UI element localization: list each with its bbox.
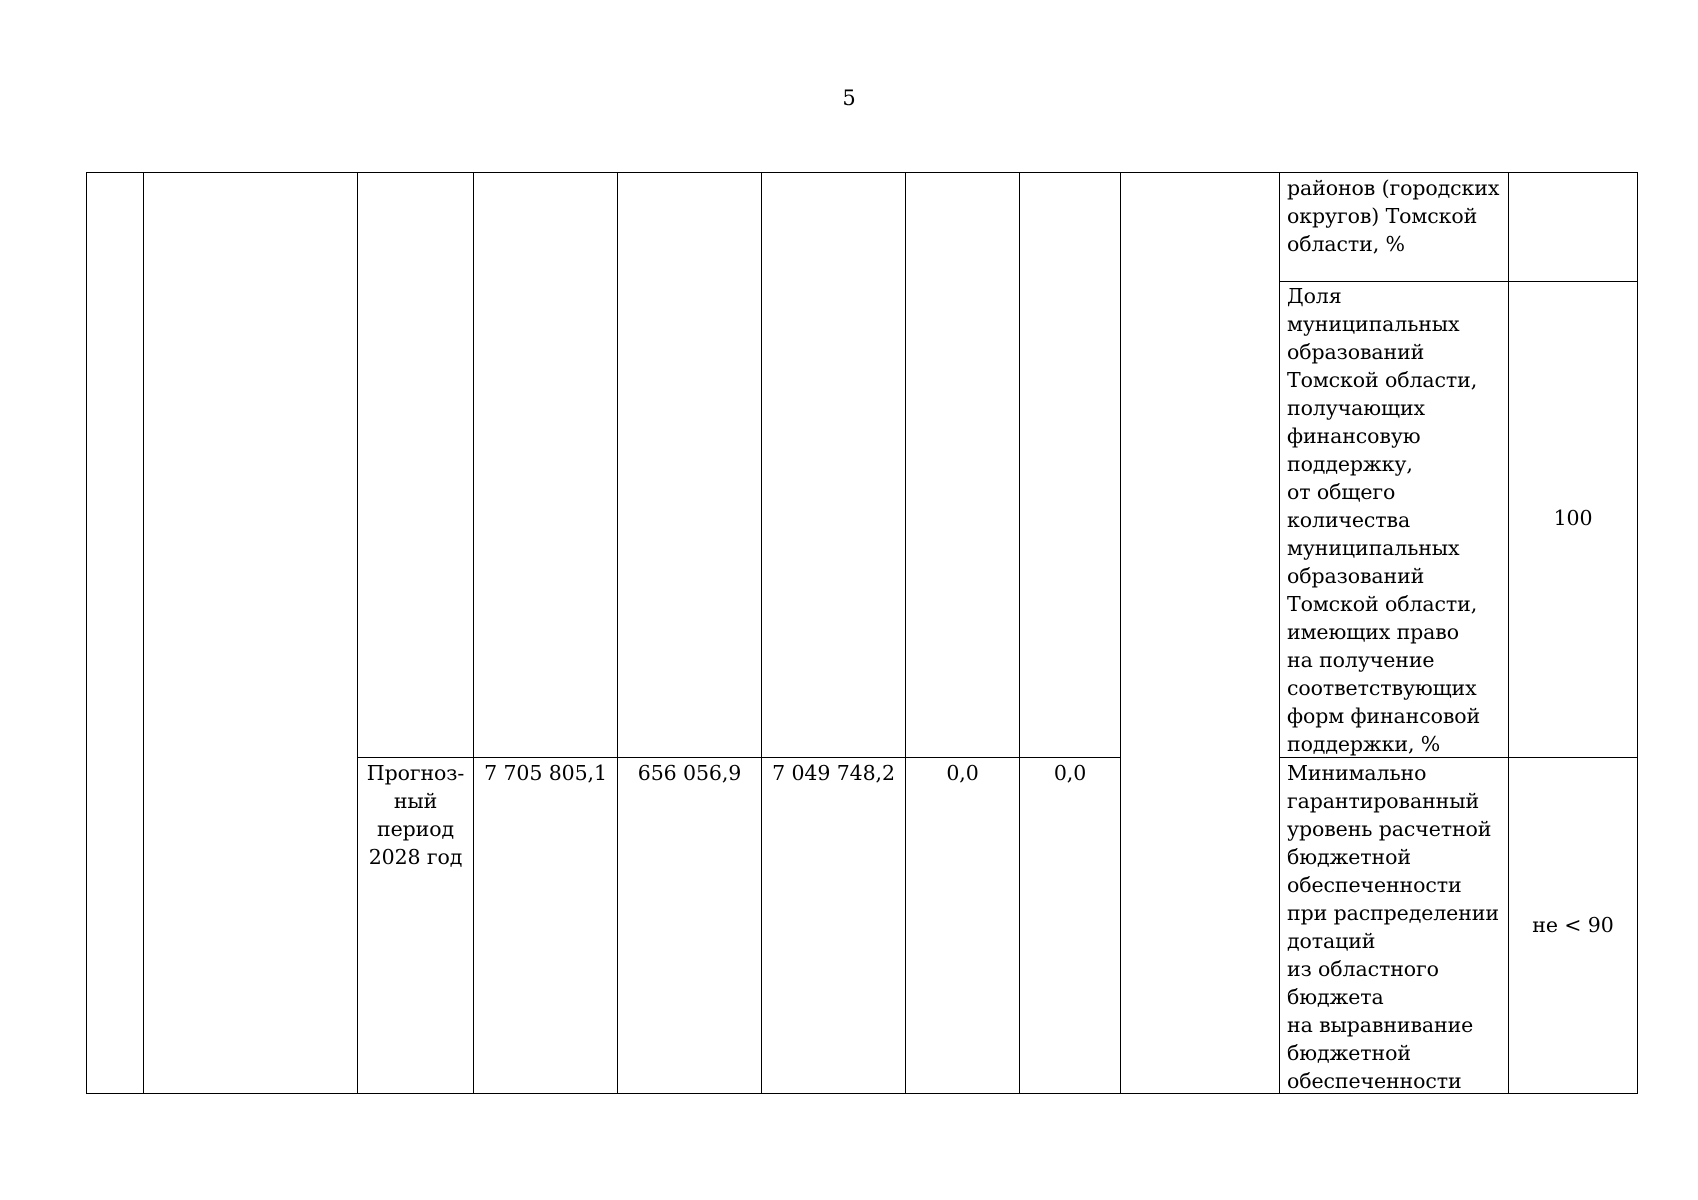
indicator-line: обеспеченности — [1287, 873, 1462, 897]
period-line: 2028 год — [368, 845, 463, 869]
indicator-line: поддержку, — [1287, 452, 1413, 476]
column-border — [617, 172, 618, 1094]
indicator-line: дотаций — [1287, 929, 1376, 953]
indicator-line: при распределении — [1287, 901, 1499, 925]
column-border — [473, 172, 474, 1094]
indicator-line: финансовую — [1287, 424, 1421, 448]
indicator-line: обеспеченности — [1287, 1069, 1462, 1093]
period-line: ный — [393, 789, 438, 813]
column-border — [86, 172, 87, 1094]
indicator-line: области, % — [1287, 232, 1405, 256]
indicator-line: бюджета — [1287, 985, 1384, 1009]
indicator-line: муниципальных — [1287, 536, 1460, 560]
row-divider — [357, 757, 1120, 758]
page-number: 5 — [842, 86, 856, 110]
indicator-line: от общего — [1287, 480, 1396, 504]
table-border-top — [86, 172, 1638, 173]
total-amount-2028: 7 705 805,1 — [484, 761, 607, 785]
indicator-line: получающих — [1287, 396, 1425, 420]
indicator-line: имеющих право — [1287, 620, 1459, 644]
indicator-line: количества — [1287, 508, 1411, 532]
indicator-line: Доля — [1287, 284, 1342, 308]
local-amount-2028: 0,0 — [946, 761, 979, 785]
period-line: Прогноз- — [366, 761, 465, 785]
column-border — [761, 172, 762, 1094]
table-border-right — [1637, 172, 1638, 1094]
column-border — [357, 172, 358, 1094]
indicator-line: форм финансовой — [1287, 704, 1481, 728]
indicator-value-share: 100 — [1553, 506, 1593, 530]
column-border — [1279, 172, 1280, 1094]
indicator-cell-share — [1287, 282, 1505, 758]
indicator-line: образований — [1287, 340, 1425, 364]
period-line: период — [377, 817, 454, 841]
regional-amount-2028: 7 049 748,2 — [772, 761, 895, 785]
indicator-line: Томской области, — [1287, 592, 1478, 616]
indicator-line: бюджетной — [1287, 845, 1411, 869]
indicator-line: Минимально — [1287, 761, 1427, 785]
indicator-line: бюджетной — [1287, 1041, 1411, 1065]
column-border — [1120, 172, 1121, 1094]
indicator-cell-continued — [1287, 174, 1505, 258]
indicator-line: из областного — [1287, 957, 1439, 981]
indicator-line: уровень расчетной — [1287, 817, 1492, 841]
column-border — [143, 172, 144, 1094]
indicator-line: муниципальных — [1287, 312, 1460, 336]
column-border — [1019, 172, 1020, 1094]
federal-amount-2028: 656 056,9 — [637, 761, 742, 785]
indicator-line: гарантированный — [1287, 789, 1480, 813]
indicator-line: поддержки, % — [1287, 732, 1441, 756]
indicator-line: Томской области, — [1287, 368, 1478, 392]
indicator-line: округов) Томской — [1287, 204, 1478, 228]
indicator-line: образований — [1287, 564, 1425, 588]
indicator-value-2028: не < 90 — [1532, 913, 1614, 937]
column-border — [1508, 172, 1509, 1094]
indicator-line: районов (городских — [1287, 176, 1500, 200]
indicator-cell-2028 — [1287, 759, 1505, 1095]
indicator-line: на получение — [1287, 648, 1435, 672]
indicator-line: соответствующих — [1287, 676, 1477, 700]
other-amount-2028: 0,0 — [1053, 761, 1087, 785]
indicator-line: на выравнивание — [1287, 1013, 1474, 1037]
column-border — [905, 172, 906, 1094]
period-cell-2028 — [358, 759, 473, 871]
